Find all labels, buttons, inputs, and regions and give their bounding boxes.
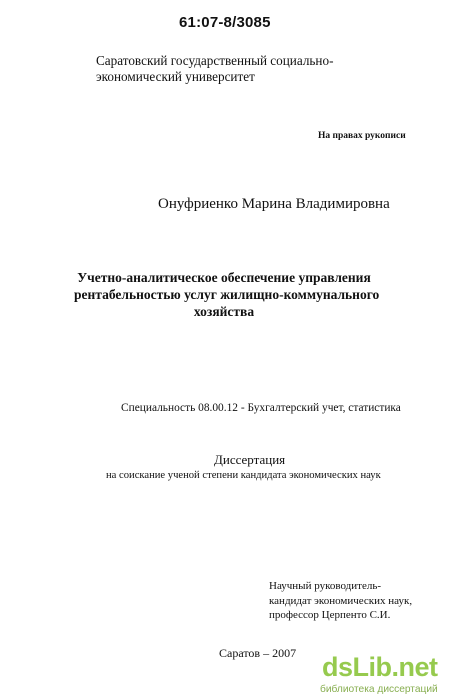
supervisor-line: профессор Церпенто С.И. <box>269 609 391 622</box>
university-name: Саратовский государственный социально-экономический университет <box>96 53 334 84</box>
author-name: Онуфриенко Марина Владимировна <box>158 196 390 212</box>
dissertation-title <box>74 269 380 320</box>
city-year: Саратов – 2007 <box>219 646 297 660</box>
dissertation-purpose: на соискание ученой степени кандидата экономических наук <box>106 470 381 481</box>
dslib-watermark[interactable] <box>318 652 446 696</box>
title-line: Учетно-аналитическое обеспечение управления <box>77 270 371 285</box>
supervisor-block <box>269 579 412 623</box>
supervisor-line: кандидат экономических наук, <box>269 594 413 607</box>
dissertation-type: Диссертация <box>214 452 286 467</box>
watermark-caption: библиотека диссертаций <box>320 684 438 695</box>
title-line: хозяйства <box>193 304 255 319</box>
title-line: рентабельностью услуг жилищно-коммунального <box>74 287 380 302</box>
supervisor-line: Научный руководитель- <box>269 580 381 592</box>
rights-note: На правах рукописи <box>318 131 406 141</box>
archive-code: 61:07-8/3085 <box>179 14 271 31</box>
specialty: Специальность 08.00.12 - Бухгалтерский учет, статистика <box>121 402 401 414</box>
watermark-logo: dsLib.net <box>322 652 438 682</box>
